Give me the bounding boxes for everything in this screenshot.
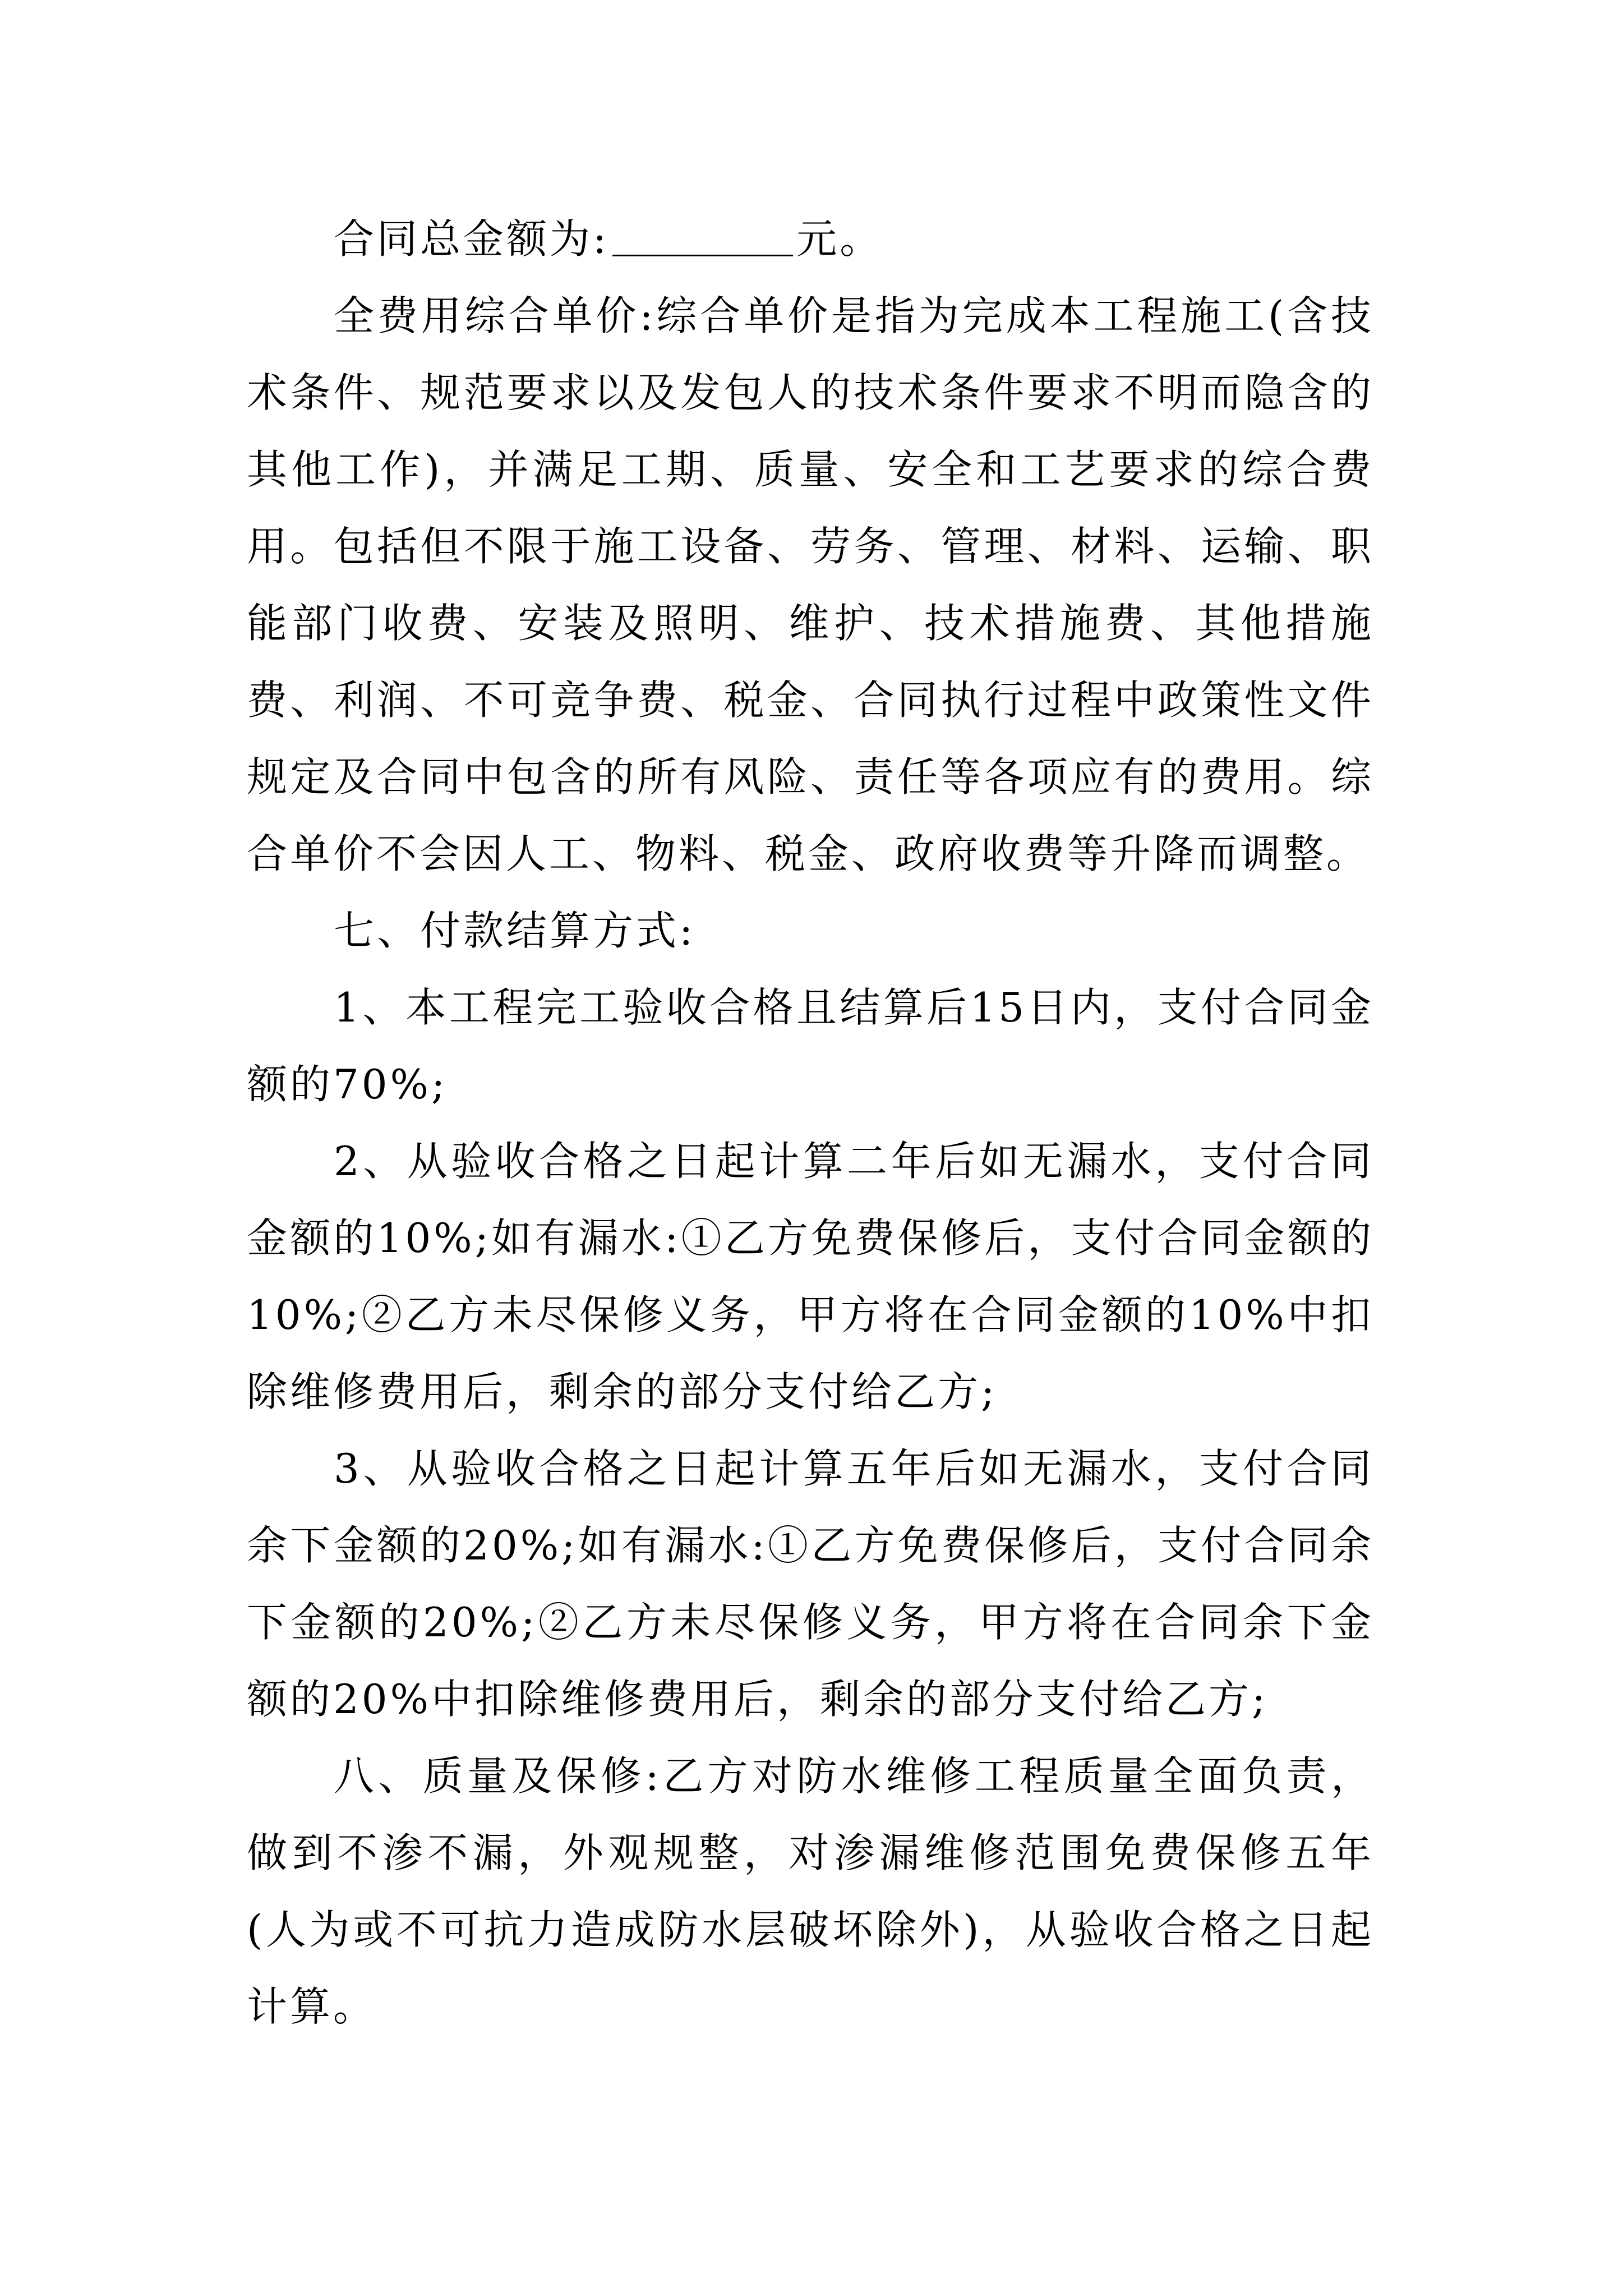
document-page <box>247 201 1374 2045</box>
quality-warranty-paragraph: 八、质量及保修:乙方对防水维修工程质量全面负责，做到不渗不漏，外观规整，对渗漏维修范围免费保修五年(人为或不可抗力造成防水层破坏除外)，从验收合格之日起计算。 <box>247 1752 1374 2030</box>
total-amount-blank <box>612 215 793 256</box>
total-amount-line <box>247 201 1374 278</box>
total-amount-unit: 元。 <box>796 215 883 263</box>
total-amount-label: 合同总金额为: <box>334 215 610 263</box>
payment-clause-2: 2、从验收合格之日起计算二年后如无漏水，支付合同金额的10%;如有漏水:①乙方免费保修后，支付合同金额的10%;②乙方未尽保修义务，甲方将在合同金额的10%中扣除维修费用后，剩余的部分支付给乙方; <box>247 1138 1374 1415</box>
unit-price-paragraph: 全费用综合单价:综合单价是指为完成本工程施工(含技术条件、规范要求以及发包人的技术条件要求不明而隐含的其他工作)，并满足工期、质量、安全和工艺要求的综合费用。包括但不限于施工设备、劳务、管理、材料、运输、职能部门收费、安装及照明、维护、技术措施费、其他措施费、利润、不可竞争费、税金、合同执行过程中政策性文件规定及合同中包含的所有风险、责任等各项应有的费用。综合单价不会因人工、物料、税金、政府收费等升降而调整。 <box>247 292 1374 877</box>
payment-clause-3: 3、从验收合格之日起计算五年后如无漏水，支付合同余下金额的20%;如有漏水:①乙方免费保修后，支付合同余下金额的20%;②乙方未尽保修义务，甲方将在合同余下金额的20%中扣除维修费用后，剩余的部分支付给乙方; <box>247 1445 1374 1723</box>
payment-section-heading: 七、付款结算方式: <box>334 907 696 954</box>
payment-clause-1: 1、本工程完工验收合格且结算后15日内，支付合同金额的70%; <box>247 984 1374 1108</box>
